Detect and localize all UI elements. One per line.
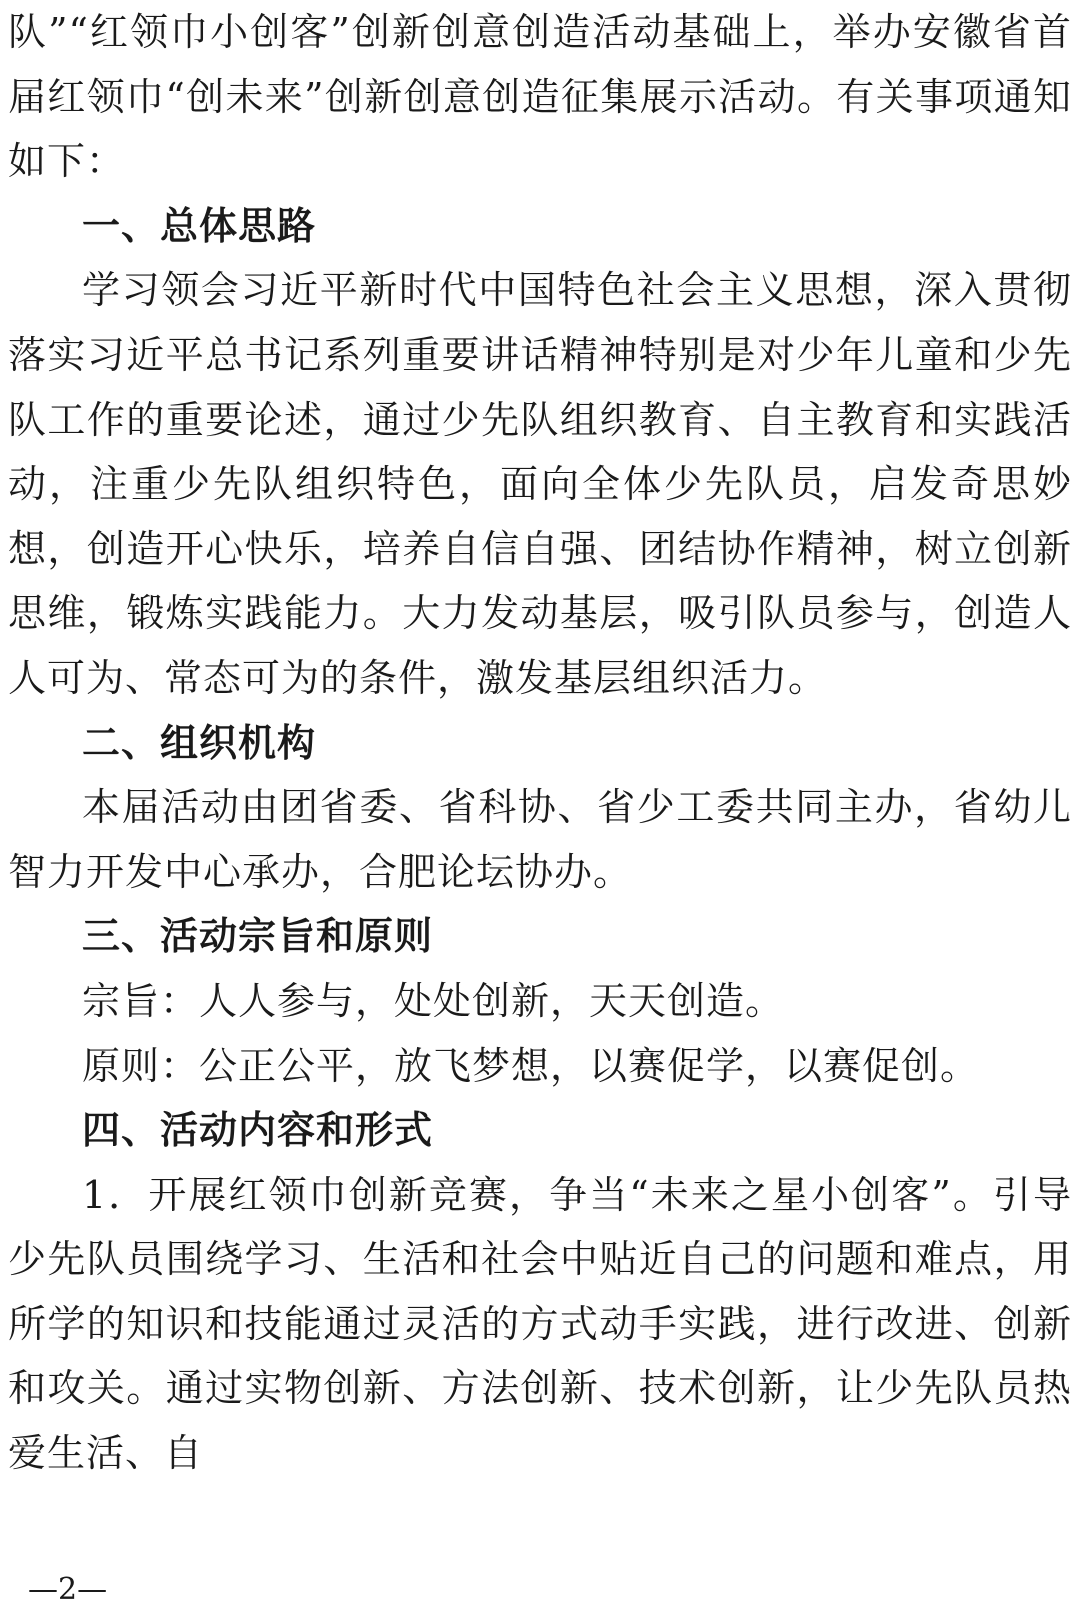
purpose-paragraph: 宗旨：人人参与，处处创新，天天创造。 (82, 978, 785, 1023)
overall-approach-paragraph: 学习领会习近平新时代中国特色社会主义思想，深入贯彻落实习近平总书记系列重要讲话精神特别是对少年儿童和少先队工作的重要论述，通过少先队组织教育、自主教育和实践活动，注重少先队组织特色，面向全体少先队员，启发奇思妙想，创造开心快乐，培养自信自强、团结协作精神，树立创新思维，锻炼实践能力。大力发动基层，吸引队员参与，创造人人可为、常态可为的条件，激发基层组织活力。 (8, 268, 1072, 700)
section-heading-overall-approach: 一、总体思路 (82, 203, 317, 248)
document-body (8, 0, 1072, 1486)
section-heading-organization: 二、组织机构 (82, 720, 317, 765)
page-number: —2— (28, 1572, 108, 1607)
intro-paragraph: 队”“红领巾小创客”创新创意创造活动基础上，举办安徽省首届红领巾“创未来”创新创意创造征集展示活动。有关事项通知如下： (8, 10, 1072, 184)
content-form-paragraph: 1．开展红领巾创新竞赛，争当“未来之星小创客”。引导少先队员围绕学习、生活和社会中贴近自己的问题和难点，用所学的知识和技能通过灵活的方式动手实践，进行改进、创新和攻关。通过实物创新、方法创新、技术创新，让少先队员热爱生活、自 (8, 1172, 1072, 1476)
section-heading-content-form: 四、活动内容和形式 (82, 1108, 434, 1153)
section-heading-purpose-principles: 三、活动宗旨和原则 (82, 914, 434, 959)
principles-paragraph: 原则：公正公平，放飞梦想，以赛促学，以赛促创。 (82, 1043, 980, 1088)
organization-paragraph: 本届活动由团省委、省科协、省少工委共同主办，省幼儿智力开发中心承办，合肥论坛协办。 (8, 785, 1072, 894)
